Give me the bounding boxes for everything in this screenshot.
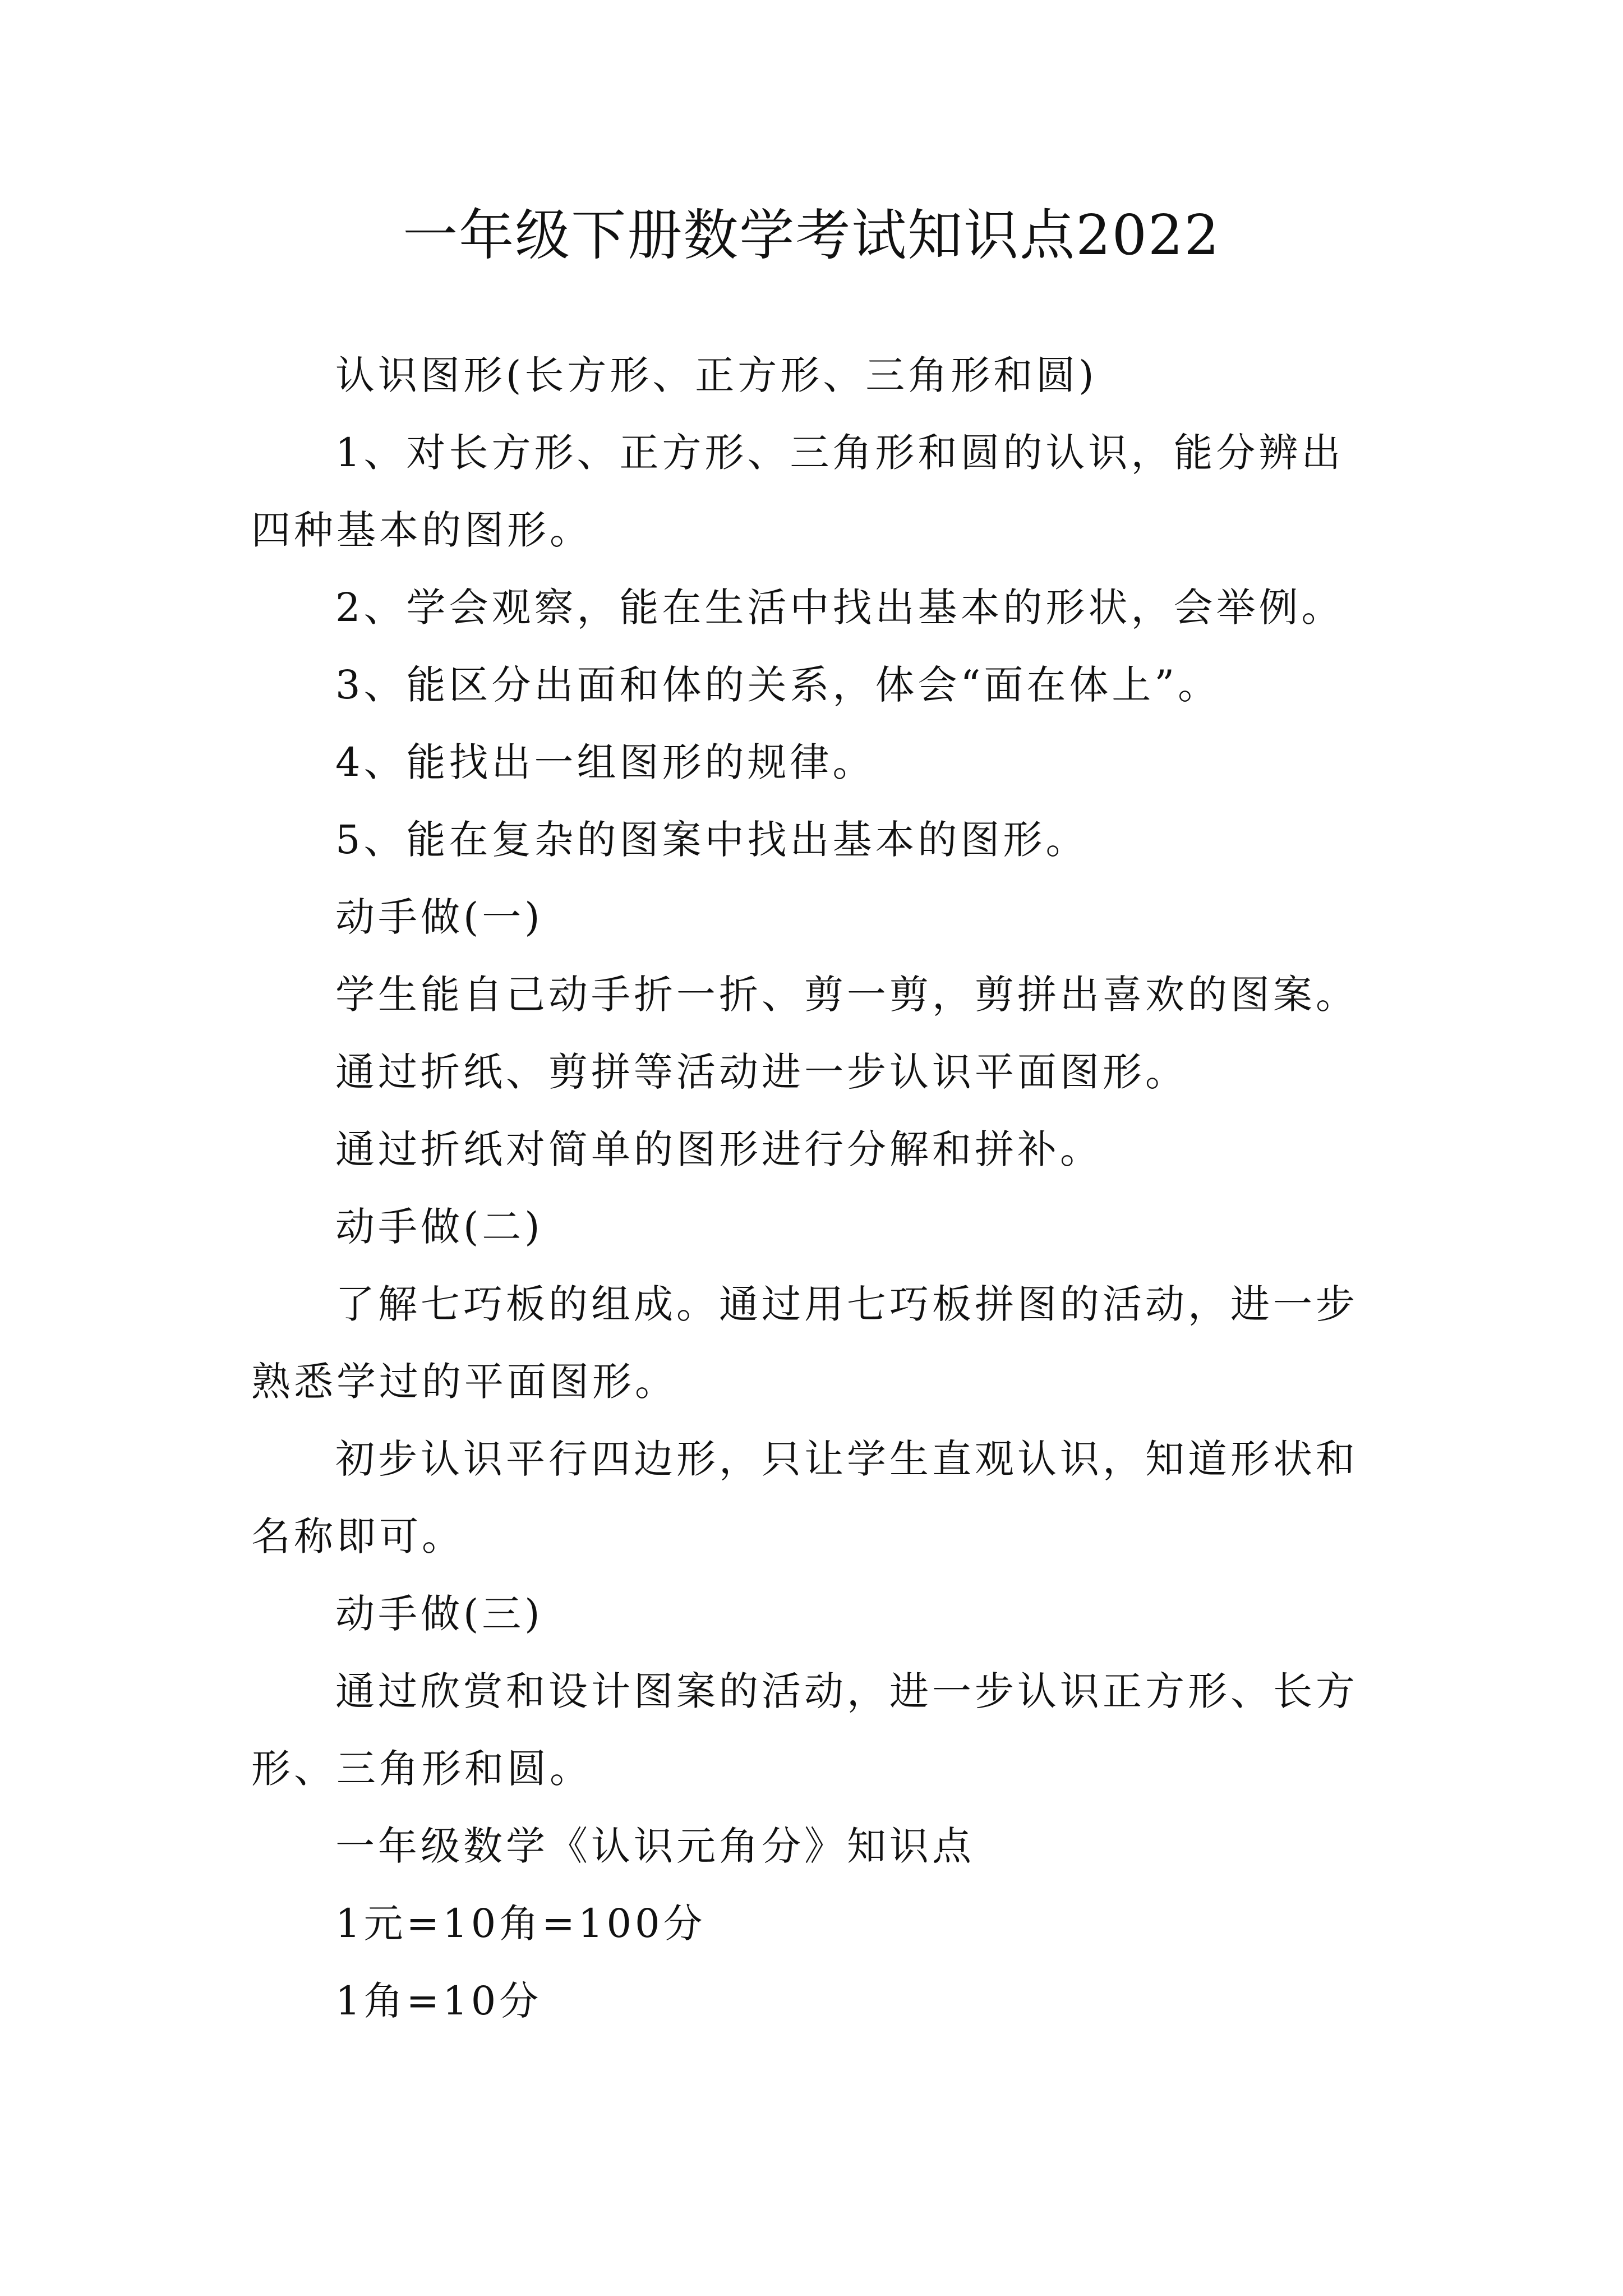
paragraph-handson-2-text-b: 初步认识平行四边形，只让学生直观认识，知道形状和名称即可。: [251, 1436, 1358, 1559]
document-body: [251, 337, 1384, 2040]
paragraph-handson-3-heading: 动手做(三): [335, 1591, 543, 1637]
paragraph-handson-3-text: 通过欣赏和设计图案的活动，进一步认识正方形、长方形、三角形和圆。: [251, 1668, 1358, 1792]
paragraph-item-1: 1、对长方形、正方形、三角形和圆的认识，能分辨出四种基本的图形。: [251, 430, 1344, 553]
paragraph-money-rule-1: 1元=10角=100分: [335, 1901, 706, 1947]
paragraph-handson-1-text-a: 学生能自己动手折一折、剪一剪，剪拼出喜欢的图案。: [335, 972, 1358, 1018]
paragraph-item-5: 5、能在复杂的图案中找出基本的图形。: [335, 817, 1089, 863]
document-title: 一年级下册数学考试知识点2022: [403, 204, 1220, 268]
paragraph-money-heading: 一年级数学《认识元角分》知识点: [335, 1823, 975, 1869]
paragraph-item-2: 2、学会观察，能在生活中找出基本的形状，会举例。: [335, 585, 1344, 631]
paragraph-handson-2-text-a: 了解七巧板的组成。通过用七巧板拼图的活动，进一步熟悉学过的平面图形。: [251, 1281, 1358, 1405]
paragraph-handson-1-heading: 动手做(一): [335, 894, 543, 940]
paragraph-shapes-heading: 认识图形(长方形、正方形、三角形和圆): [335, 352, 1098, 398]
paragraph-item-3: 3、能区分出面和体的关系，体会“面在体上”。: [335, 662, 1221, 708]
paragraph-item-4: 4、能找出一组图形的规律。: [335, 739, 875, 785]
paragraph-handson-2-heading: 动手做(二): [335, 1204, 543, 1250]
paragraph-handson-1-text-c: 通过折纸对简单的图形进行分解和拼补。: [335, 1126, 1103, 1172]
paragraph-money-rule-2: 1角=10分: [335, 1978, 542, 2024]
paragraph-handson-1-text-b: 通过折纸、剪拼等活动进一步认识平面图形。: [335, 1049, 1188, 1095]
